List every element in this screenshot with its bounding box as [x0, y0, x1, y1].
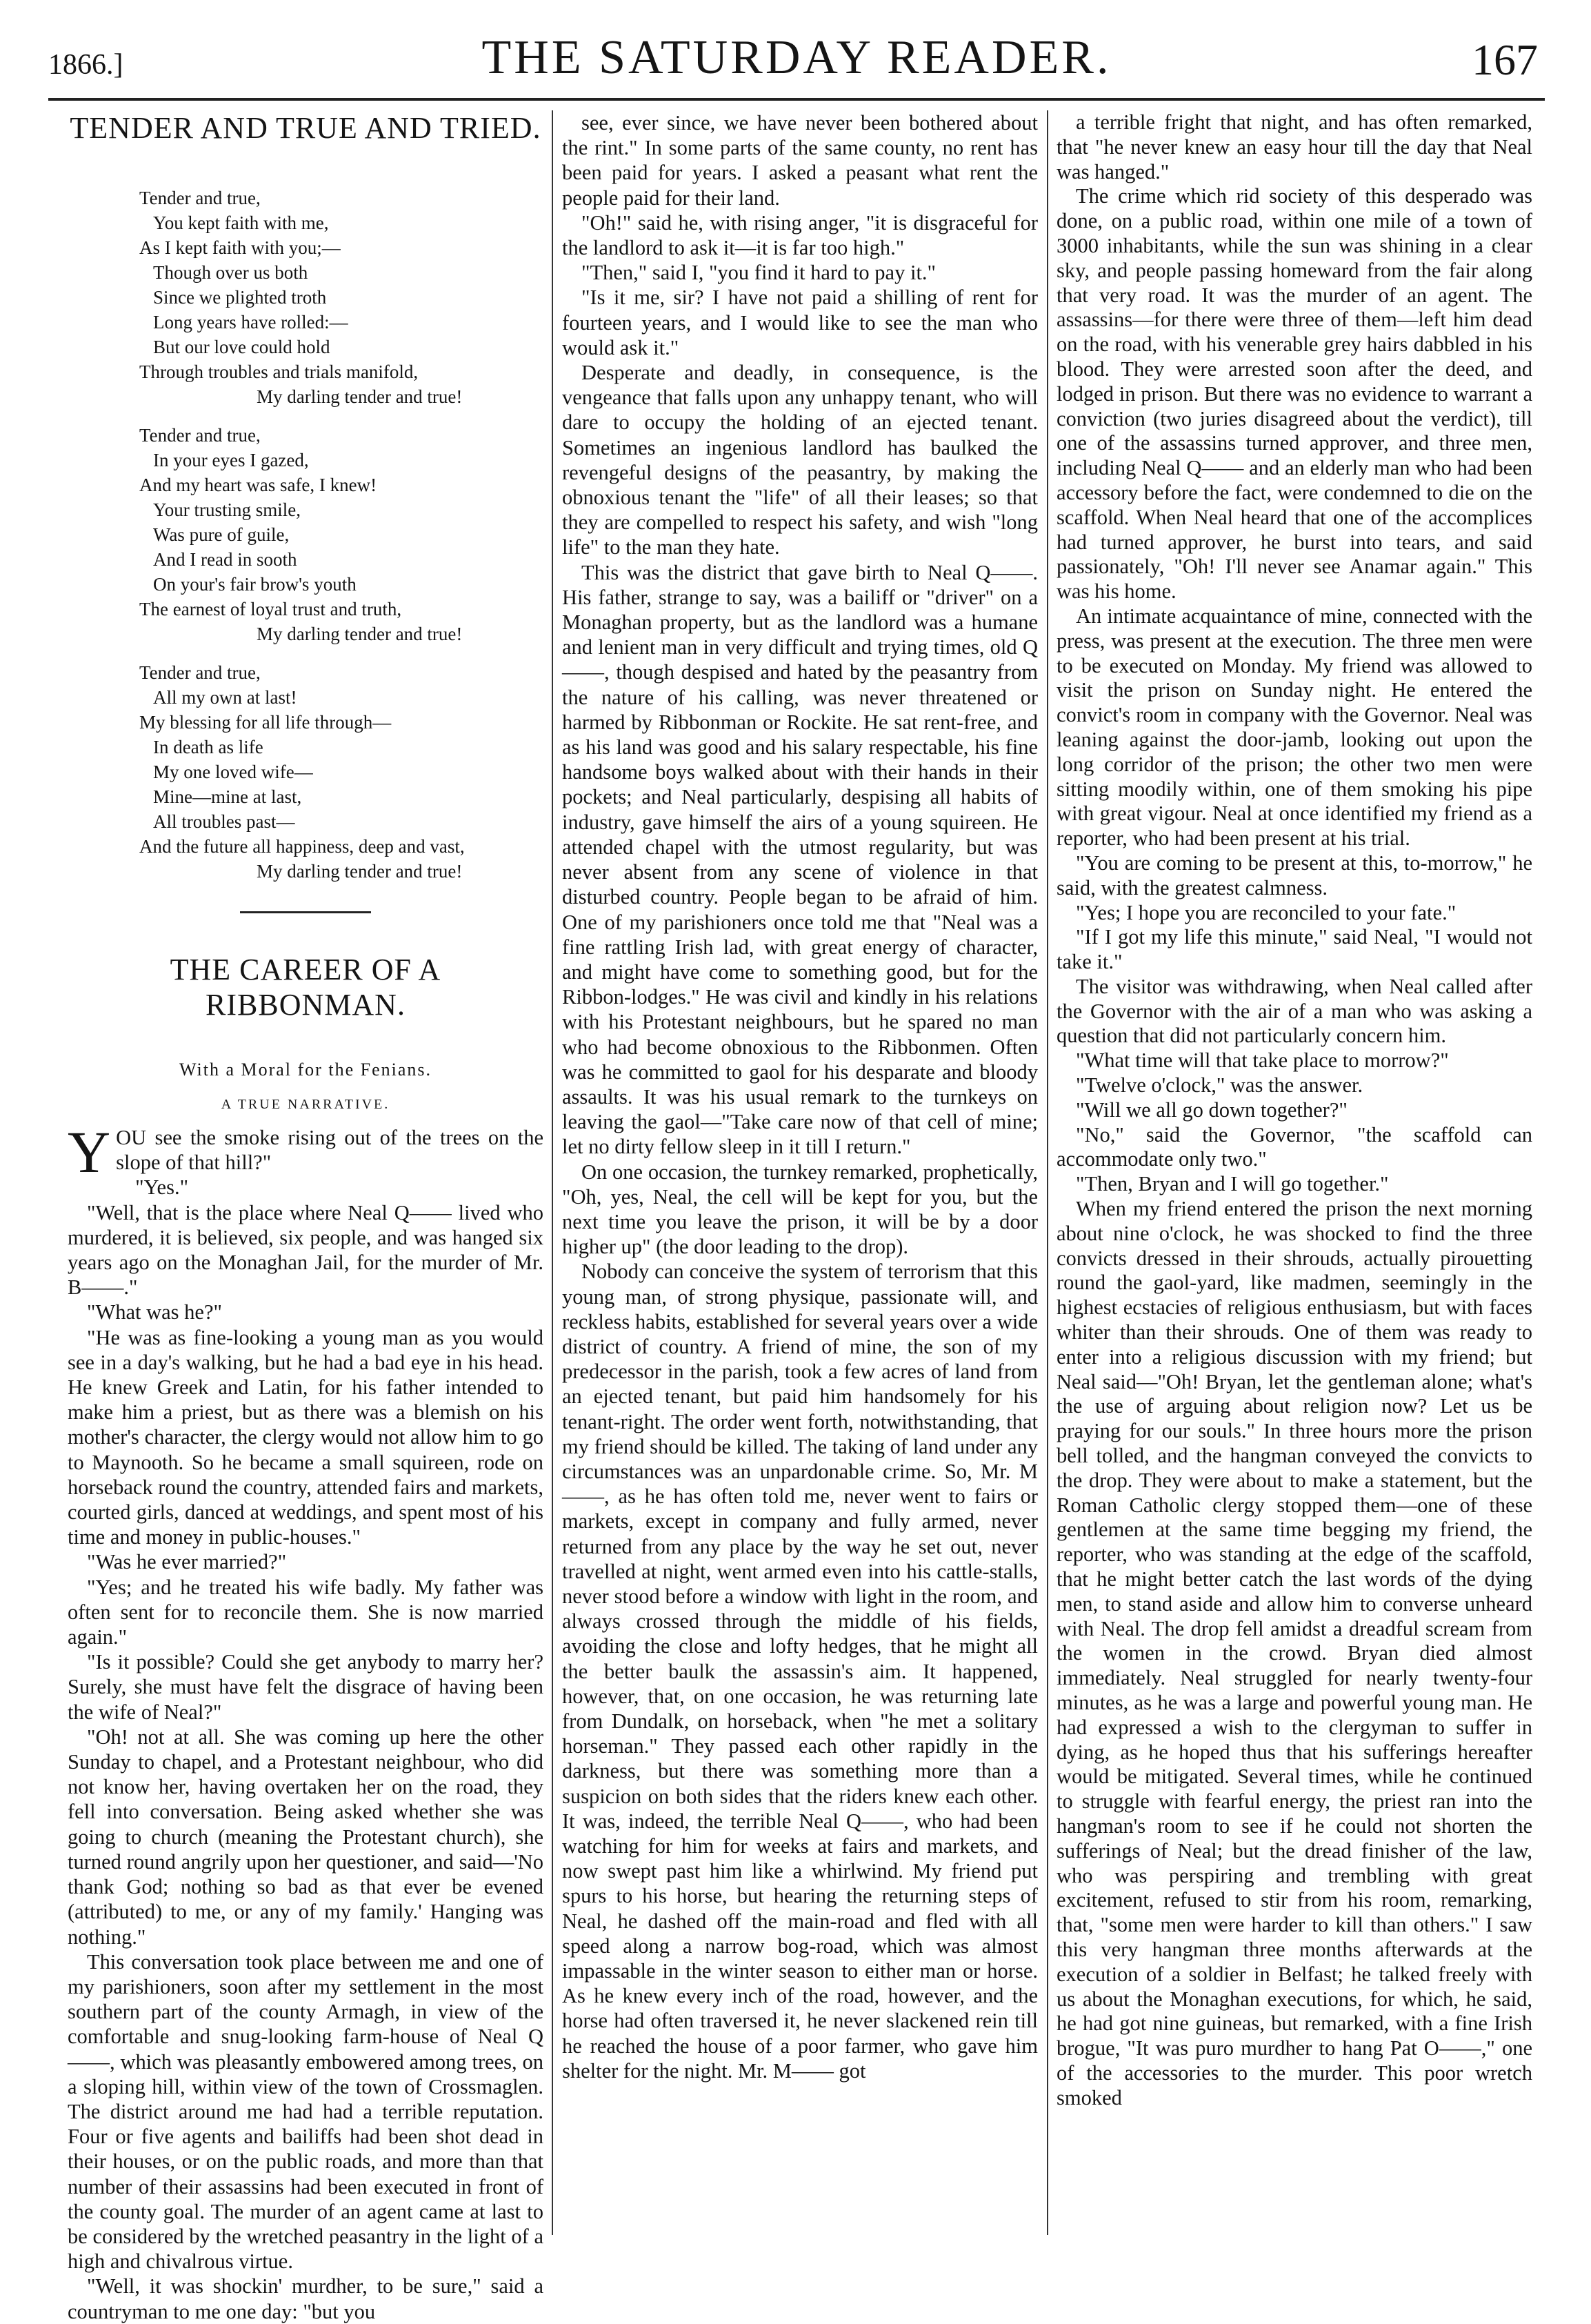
article-paragraph: "He was as fine-looking a young man as you would see in a day's walking, but he had a bad eye in his head. He knew Greek and Latin, for his father intended to make him a priest, but as there was a blemish on his mother's character, the clergy would not allow him to go to Maynooth. So he became a small squireen, rode on horseback round the country, attended fairs and markets, courted girls, danced at weddings, and spent most of his time and money in public-houses." — [68, 1325, 543, 1549]
poem-line: The earnest of loyal trust and truth, — [139, 599, 402, 619]
poem-line: Tender and true, — [139, 188, 261, 208]
poem-stanza — [68, 186, 543, 409]
article-paragraph: "Was he ever married?" — [87, 1550, 287, 1574]
poem-line: My one loved wife— — [153, 762, 313, 782]
article-paragraph: An intimate acquaintance of mine, connected with the press, was present at the execution. The three men were to be executed on Monday. My friend was allowed to visit the prison on Sunday night. He entered the convict's room in company with the Governor. Neal was leaning against the door-jamb, looking out upon the long corridor of the prison; the other two men were sitting moodily within, one of them smoking his pipe with great vigour. Neal at once identified my friend as a reporter, who had been present at his trial. — [1057, 604, 1532, 851]
article-paragraph: "Yes; and he treated his wife badly. My father was often sent for to reconcile them. She is now married again." — [68, 1575, 543, 1649]
poem-line: And I read in sooth — [153, 549, 297, 570]
article-paragraph: This conversation took place between me and one of my parishioners, soon after my settlement in the most southern part of the county Armagh, in view of the comfortable and snug-looking farm-house of Neal Q——, which was pleasantly embowered among trees, on a sloping hill, within view of the town of Crossmaglen. The district around me had had a terrible reputation. Four or five agents and bailiffs had been shot dead in their houses, or on the public roads, and more than that number of their assassins had been executed in front of the county goal. The murder of an agent came at last to be considered by the wretched peasantry in the light of a high and chivalrous virtue. — [68, 1949, 543, 2274]
poem-line: In death as life — [153, 737, 263, 757]
masthead: THE SATURDAY READER. — [481, 31, 1112, 84]
poem-line: Was pure of guile, — [153, 524, 290, 545]
poem-line: All troubles past— — [153, 811, 295, 832]
article-title: THE CAREER OF A RIBBONMAN. — [170, 953, 441, 1022]
article-paragraph: a terrible fright that night, and has often remarked, that "he never knew an easy hour till the day that Neal was hanged." — [1057, 110, 1532, 183]
article-paragraph: Desperate and deadly, in consequence, is the vengeance that falls upon any unhappy tenant, who will dare to occupy the holding of an ejected tenant. Sometimes an ingenious landlord has baulked the revengeful designs of the peasantry, by making the obnoxious tenant the "life" of all their leases; so that they are compelled to respect his safety, and wish "long life" to the man they hate. — [562, 361, 1038, 559]
article-paragraph: The visitor was withdrawing, when Neal called after the Governor with the air of a man who was asking a question that did not particularly concern him. — [1057, 974, 1532, 1048]
article-text-col1 — [68, 1119, 543, 2324]
poem-line: You kept faith with me, — [153, 212, 329, 233]
article-paragraph: "What time will that take place to morrow?" — [1076, 1049, 1449, 1073]
article-paragraph: "Well, that is the place where Neal Q—— lived who murdered, it is believed, six people, and was hanged six years ago on the Monaghan Jail, for the murder of Mr. B——." — [68, 1200, 543, 1300]
poem-line: Your trusting smile, — [153, 499, 301, 520]
article-paragraph: "Oh!" said he, with rising anger, "it is disgraceful for the landlord to ask it—it is far too high." — [562, 210, 1038, 260]
article-paragraph: "Is it me, sir? I have not paid a shilling of rent for fourteen years, and I would like to see the man who would ask it." — [562, 286, 1038, 359]
article-paragraph: When my friend entered the prison the next morning about nine o'clock, he was shocked to find the three convicts dressed in their shrouds, actually pirouetting round the gaol-yard, like madmen, seemingly in the highest ecstacies of religious enthusiasm, but with faces whiter than their shrouds. One of them was ready to enter into a religious discussion with my friend; but Neal said—"Oh! Bryan, let the gentleman alone; what's the use of arguing about religion now? Let us be praying for our souls." In three hours more the prison bell tolled, and the hangman conveyed the convicts to the drop. They were about to make a statement, but the Roman Catholic clergy stopped them—one of these gentlemen at the same time begging my friend, the reporter, who was standing at the edge of the scaffold, that he might better catch the last words of the dying men, to stand aside and allow him to converse unheard with Neal. The drop fell amidst a dreadful scream from the women in the crowd. Bryan died almost immediately. Neal struggled for nearly twenty-four minutes, as he was a large and powerful young man. He had expressed a wish to the clergyman to suffer in dying, as he hoped thus that his sufferings hereafter would be mitigated. Several times, while he continued to struggle with fearful energy, the priest ran into the hangman's room to see if he could not shorten the sufferings of Neal; but the dread finisher of the law, who was perspiring and trembling with great excitement, refused to stir from his room, remarking, that, "some men were harder to kill than others." I saw this very hangman three months afterwards at the execution of a soldier in Belfast; he talked freely with us about the Monaghan executions, for which, he said, he had got nine guineas, but remarked, with a fine Irish brogue, "It was puro murdher to hang Pat O——," one of the accessories to the murder. This poor wretch smoked — [1057, 1197, 1532, 2109]
column-2 — [562, 110, 1038, 2235]
article-paragraph: "Twelve o'clock," was the answer. — [1076, 1073, 1363, 1098]
poem-stanza — [68, 423, 543, 646]
poem-line: Tender and true, — [139, 662, 261, 683]
article-paragraph: "If I got my life this minute," said Neal, "I would not take it." — [1057, 925, 1532, 974]
column-3 — [1057, 110, 1532, 2235]
article-paragraph: "Oh! not at all. She was coming up here the other Sunday to chapel, and a Protestant neighbour, who did not know her, having overtaken her on the road, they fell into conversation. Being asked whether she was going to church (meaning the Protestant church), she turned round angrily upon her questioner, and said—'No thank God; nothing so bad as that ever be evened (attributed) to me, or any of my family.' Hanging was nothing." — [68, 1725, 543, 1949]
poem-line: And the future all happiness, deep and vast, — [139, 836, 465, 857]
article-paragraph: OU see the smoke rising out of the trees on the slope of that hill?" — [116, 1126, 543, 1175]
poem-line: Since we plighted troth — [153, 287, 327, 308]
article-paragraph: "Then, Bryan and I will go together." — [1076, 1172, 1389, 1196]
poem-stanza — [68, 660, 543, 884]
poem-line: As I kept faith with you;— — [139, 237, 341, 258]
poem-line: Through troubles and trials manifold, — [139, 361, 419, 382]
article-paragraph: Nobody can conceive the system of terrorism that this young man, of strong physique, passionate will, and reckless habits, established for several years over a wide district of country. A friend of mine, the son of my predecessor in the parish, took a few acres of land from an ejected tenant, but paid him handsomely for his tenant-right. The order went forth, notwithstanding, that my friend should be killed. The taking of land under any circumstances was an unpardonable crime. So, Mr. M——, as he has often told me, never went to fairs or markets, except in company and fully armed, never returned from any place by the way he set out, never travelled at night, went armed even into his cattle-stalls, never stood before a window with light in the room, and always crossed through the middle of his fields, avoiding the close and lofty hedges, that he might all the better baulk the assassin's aim. It happened, however, that, on one occasion, he was returning late from Dundalk, on horseback, when "he met a solitary horseman." They passed each other rapidly in the darkness, but there was something more than a suspicion on both sides that the riders knew each other. It was, indeed, the terrible Neal Q——, who had been watching for him for weeks at fairs and markets, and now swept past him like a whirlwind. My friend put spurs to his horse, but hearing the returning steps of Neal, he dashed off the main-road and fled with all speed along a narrow bog-road, which was almost impassable in the winter season to either man or horse. As he knew every inch of the road, however, and the horse had often traversed it, he never slackened rein till he reached the house of a poor farmer, who gave him shelter for the night. Mr. M—— got — [562, 1260, 1038, 2083]
article-paragraph: This was the district that gave birth to Neal Q——. His father, strange to say, was a bailiff or "driver" on a Monaghan property, but as the landlord was a humane and lenient man in very difficult and trying times, old Q——, though despised and hated by the peasantry from the nature of his calling, was never threatened or harmed by Ribbonman or Rockite. He sat rent-free, and as his land was good and his salary respectable, his fine handsome boys walked about with their hands in their pockets; and Neal particularly, despising all habits of industry, gave himself the airs of a young squireen. He attended chapel with the utmost regularity, but was never absent from any scene of violence in that disturbed country. People began to be afraid of him. One of my parishioners once told me that "Neal was a fine rattling Irish lad, with great energy of character, and might have come to something good, but for the Ribbon-lodges." He was civil and kindly in his relations with his Protestant neighbours, but he spared no man who had become obnoxious to the Ribbonmen. Often was he committed to gaol for his desparate and bloody assaults. It was his usual remark to the turnkeys on leaving the gaol—"Take care now of that cell of mine; let no dirty fellow sleep in it till I return." — [562, 560, 1038, 1159]
poem-title: TENDER AND TRUE AND TRIED. — [70, 111, 541, 145]
article-paragraph: "Then," said I, "you find it hard to pay it." — [581, 261, 936, 285]
drop-cap: Y — [68, 1119, 111, 1185]
poem-line: My darling tender and true! — [257, 861, 463, 882]
poem-line: Though over us both — [153, 262, 308, 283]
article-paragraph: "Yes; I hope you are reconciled to your fate." — [1076, 900, 1457, 924]
column-1 — [68, 110, 543, 2323]
poem-line: On your's fair brow's youth — [153, 574, 357, 595]
poem-line: Tender and true, — [139, 425, 261, 446]
article-paragraph: "Will we all go down together?" — [1076, 1098, 1348, 1122]
poem-line: Long years have rolled:— — [153, 312, 348, 332]
poem-line: My blessing for all life through— — [139, 712, 392, 733]
article-paragraph: "What was he?" — [87, 1300, 222, 1324]
section-divider — [240, 911, 371, 913]
poem-line: My darling tender and true! — [257, 624, 463, 644]
poem-line: All my own at last! — [153, 687, 297, 708]
article-paragraph: The crime which rid society of this desperado was done, on a public road, within one mile of a town of 3000 inhabitants, while the sun was shining in a clear sky, and people passing homeward from the fair along that very road. It was the murder of an agent. The assassins—for there were three of them—left him dead on the road, with his venerable grey hairs dabbled in his blood. They were arrested soon after the deed, and lodged in prison. But there was no evidence to warrant a conviction (two juries disagreed about the verdict), till one of the assassins turned approver, and three men, including Neal Q—— and an elderly man who had been accessory before the fact, were condemned to die on the scaffold. When Neal heard that one of the accomplices had turned approver, he burst into tears, and said passionately, "Oh! I'll never see Anamar again." This was his home. — [1057, 184, 1532, 604]
header-rule — [48, 98, 1545, 101]
poem-line: In your eyes I gazed, — [153, 450, 309, 470]
poem-line: But our love could hold — [153, 337, 330, 357]
article-subtitle: With a Moral for the Fenians. — [179, 1060, 432, 1080]
article-paragraph: see, ever since, we have never been bothered about the rint." In some parts of the same county, no rent has been paid for years. I asked a peasant what rent the people paid for their land. — [562, 111, 1038, 210]
article-kicker: A TRUE NARRATIVE. — [221, 1097, 390, 1112]
poem-body — [68, 186, 543, 884]
article-paragraph: "Well, it was shockin' murdher, to be sure," said a countryman to me one day: "but you — [68, 2274, 543, 2323]
article-paragraph: On one occasion, the turnkey remarked, prophetically, "Oh, yes, Neal, the cell will be kept for you, but the next time you leave the prison, it will be by a door higher up" (the door leading to the drop). — [562, 1160, 1038, 1259]
article-paragraph: "No," said the Governor, "the scaffold can accommodate only two." — [1057, 1122, 1532, 1171]
article-paragraph: "Yes." — [135, 1175, 189, 1200]
poem-line: Mine—mine at last, — [153, 786, 302, 807]
article-paragraph: "Is it possible? Could she get anybody to marry her? Surely, she must have felt the disgrace of having been the wife of Neal?" — [68, 1650, 543, 1724]
page-year: 1866.] — [48, 49, 123, 81]
poem-line: My darling tender and true! — [257, 386, 463, 407]
column-divider — [1047, 110, 1048, 2235]
page-number: 167 — [1472, 35, 1538, 84]
page-header — [48, 21, 1545, 97]
article-paragraph: "You are coming to be present at this, to-morrow," he said, with the greatest calmness. — [1057, 851, 1532, 900]
column-divider — [552, 110, 553, 2235]
poem-line: And my heart was safe, I knew! — [139, 475, 377, 495]
